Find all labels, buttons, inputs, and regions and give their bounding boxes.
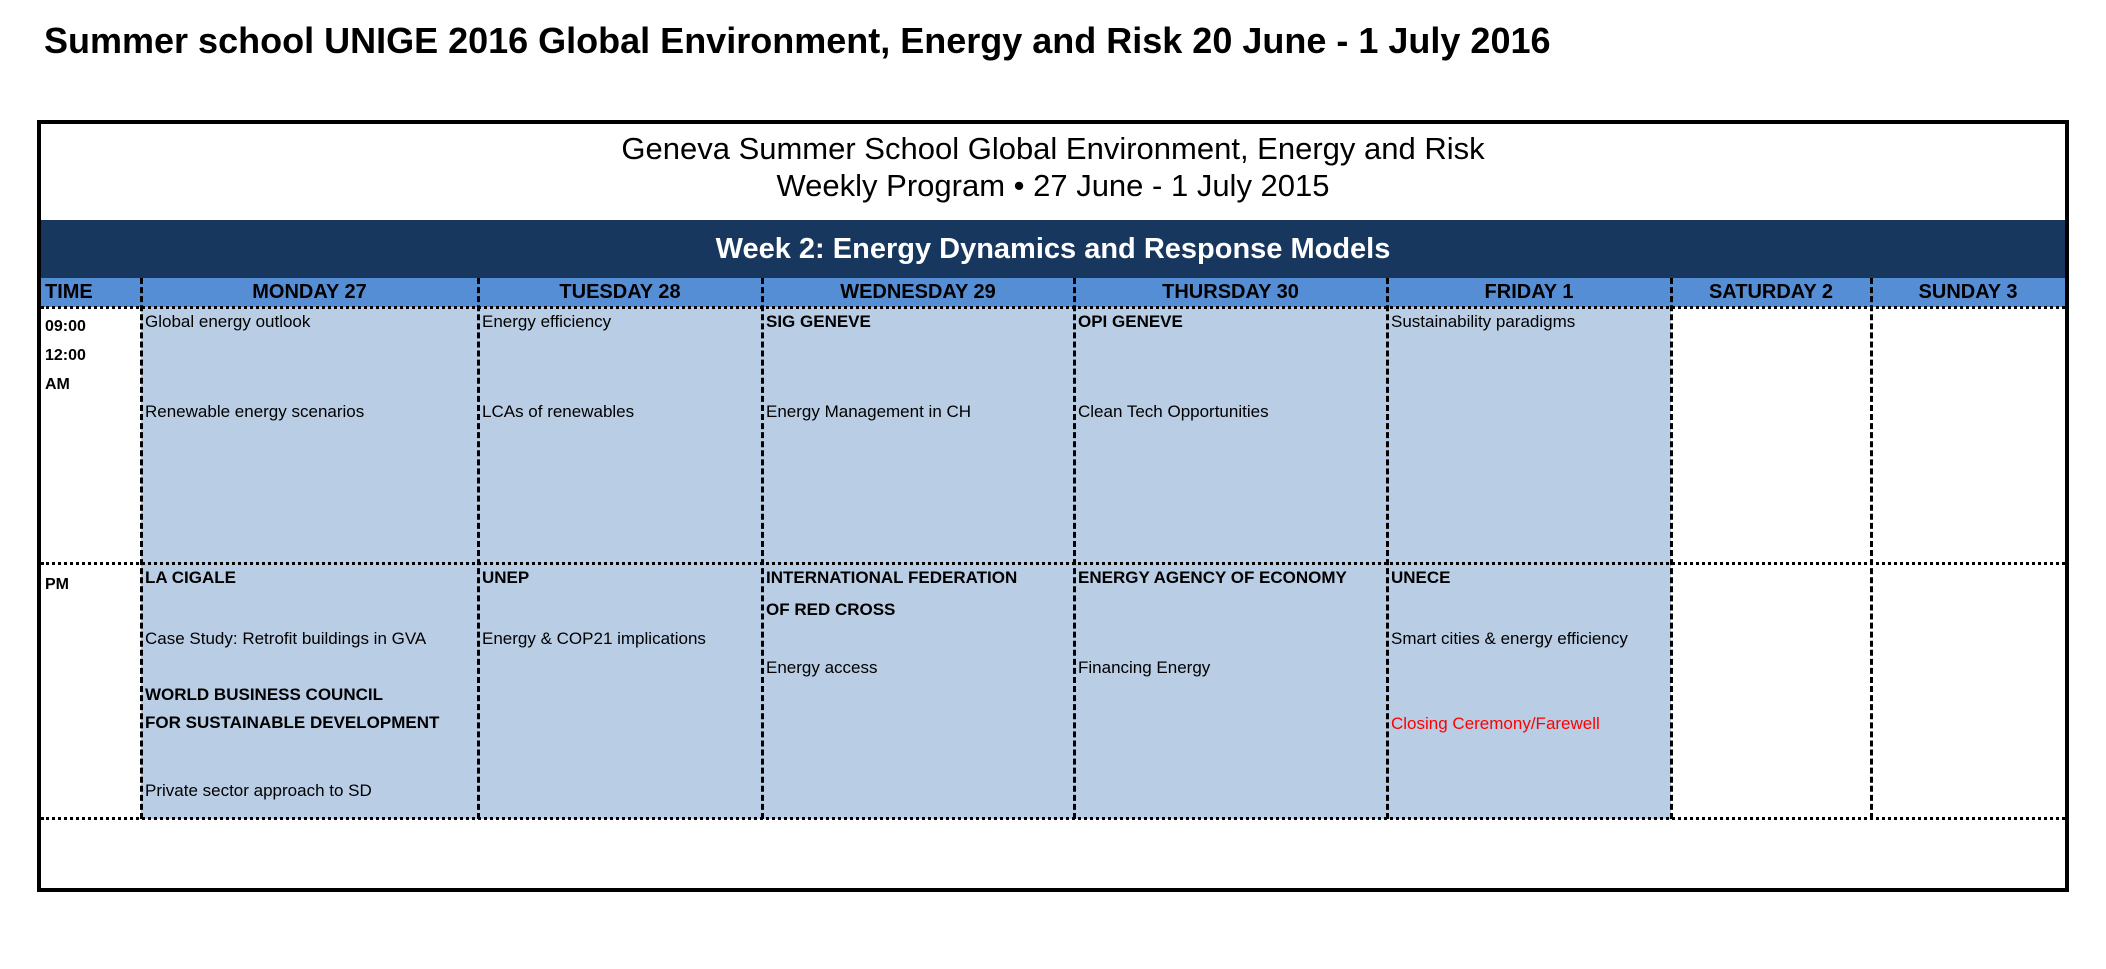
bottom-divider bbox=[41, 817, 2065, 820]
am-pm-divider bbox=[41, 562, 2065, 565]
session-tuesday-am-1: Energy efficiency bbox=[482, 312, 612, 331]
am-session-block bbox=[141, 307, 1671, 564]
session-monday-am-2: Renewable energy scenarios bbox=[145, 402, 365, 421]
organizer-thursday-pm: ENERGY AGENCY OF ECONOMY bbox=[1078, 568, 1347, 587]
column-divider bbox=[477, 278, 480, 819]
column-divider bbox=[1870, 278, 1873, 819]
pm-label: PM bbox=[45, 576, 69, 593]
column-header-wednesday: WEDNESDAY 29 bbox=[762, 278, 1074, 307]
program-subtitle: Weekly Program • 27 June - 1 July 2015 bbox=[776, 168, 1330, 203]
session-friday-am: Sustainability paradigms bbox=[1391, 312, 1576, 331]
program-title: Geneva Summer School Global Environment, Energy and Risk bbox=[621, 131, 1485, 166]
column-divider bbox=[761, 278, 764, 819]
organizer-wednesday-pm-line2: OF RED CROSS bbox=[766, 600, 896, 619]
column-header-time: TIME bbox=[41, 278, 141, 307]
session-monday-pm-2: Private sector approach to SD bbox=[145, 781, 372, 800]
organizer-monday-pm-2-line1: WORLD BUSINESS COUNCIL bbox=[145, 685, 383, 704]
organizer-wednesday-pm-line1: INTERNATIONAL FEDERATION bbox=[766, 568, 1018, 587]
column-header-saturday: SATURDAY 2 bbox=[1671, 278, 1871, 307]
session-tuesday-am-2: LCAs of renewables bbox=[482, 402, 635, 421]
page-title: Summer school UNIGE 2016 Global Environment, Energy and Risk 20 June - 1 July 2016 bbox=[44, 20, 1551, 61]
organizer-tuesday-pm: UNEP bbox=[482, 568, 530, 587]
column-header-friday: FRIDAY 1 bbox=[1387, 278, 1671, 307]
session-tuesday-pm: Energy & COP21 implications bbox=[482, 629, 706, 648]
closing-ceremony: Closing Ceremony/Farewell bbox=[1391, 714, 1600, 733]
session-monday-am-1: Global energy outlook bbox=[145, 312, 311, 331]
column-divider bbox=[1073, 278, 1076, 819]
column-header-monday: MONDAY 27 bbox=[141, 278, 478, 307]
weekly-program-frame bbox=[37, 120, 2069, 892]
am-end-time: 12:00 bbox=[45, 347, 86, 364]
session-friday-pm: Smart cities & energy efficiency bbox=[1391, 629, 1628, 648]
header-divider bbox=[41, 306, 2065, 309]
column-header-thursday: THURSDAY 30 bbox=[1074, 278, 1387, 307]
session-wednesday-am: Energy Management in CH bbox=[766, 402, 972, 421]
column-header-tuesday: TUESDAY 28 bbox=[478, 278, 762, 307]
column-divider bbox=[1386, 278, 1389, 819]
session-thursday-pm: Financing Energy bbox=[1078, 658, 1211, 677]
am-label: AM bbox=[45, 376, 70, 393]
organizer-wednesday-am: SIG GENEVE bbox=[766, 312, 871, 331]
column-header-sunday: SUNDAY 3 bbox=[1871, 278, 2065, 307]
session-wednesday-pm: Energy access bbox=[766, 658, 878, 677]
organizer-thursday-am: OPI GENEVE bbox=[1078, 312, 1183, 331]
session-monday-pm-1: Case Study: Retrofit buildings in GVA bbox=[145, 629, 427, 648]
session-thursday-am: Clean Tech Opportunities bbox=[1078, 402, 1269, 421]
column-divider bbox=[1670, 278, 1673, 819]
program-heading bbox=[41, 130, 2065, 204]
column-divider bbox=[140, 278, 143, 819]
week-banner: Week 2: Energy Dynamics and Response Models bbox=[41, 220, 2065, 278]
organizer-friday-pm: UNECE bbox=[1391, 568, 1451, 587]
organizer-monday-pm-2-line2: FOR SUSTAINABLE DEVELOPMENT bbox=[145, 713, 440, 732]
am-start-time: 09:00 bbox=[45, 318, 86, 335]
organizer-monday-pm-1: LA CIGALE bbox=[145, 568, 236, 587]
